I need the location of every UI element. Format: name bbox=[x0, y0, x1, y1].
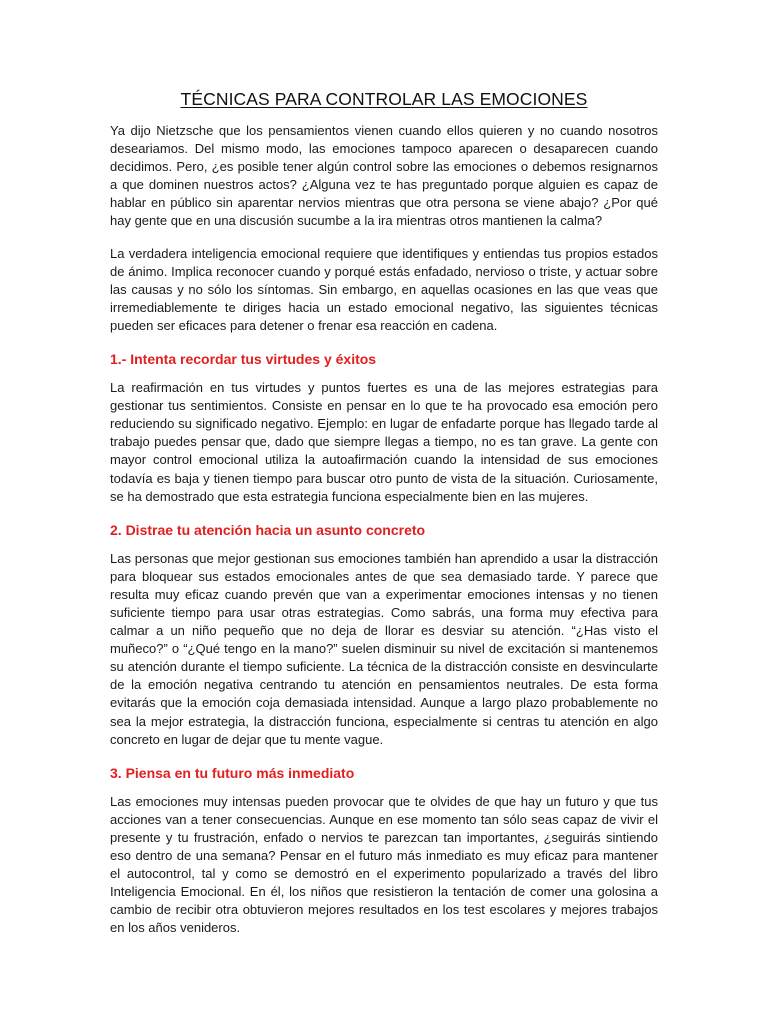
section-heading-1: 1.- Intenta recordar tus virtudes y éxitos bbox=[110, 351, 377, 368]
section-heading-2: 2. Distrae tu atención hacia un asunto concreto bbox=[110, 521, 426, 538]
intro-paragraph-1: Ya dijo Nietzsche que los pensamientos vienen cuando ellos quieren y no cuando nosotros deseariamos. Del mismo modo, las emociones tampoco aparecen o desaparecen cuando decidimos. Pero, ¿es posible tener algún control sobre las emociones o debemos resignarnos a que dominen nuestros actos? ¿Alguna vez te has preguntado porque alguien es capaz de hablar en público sin aparentar nervios mientras que otra persona se viene abajo? ¿Por qué hay gente que en una discusión sucumbe a la ira mientras otros mantienen la calma? bbox=[110, 123, 658, 229]
section-body-3: Las emociones muy intensas pueden provocar que te olvides de que hay un futuro y que tus acciones van a tener consecuencias. Aunque en ese momento tan sólo seas capaz de vivir el presente y tu frustración, enfado o nervios te parezcan tan importantes, ¿seguirás sintiendo eso dentro de una semana? Pensar en el futuro más inmediato es muy eficaz para mantener el autocontrol, tal y como se demostró en el experimento popularizado a través del libro Inteligencia Emocional. En él, los niños que resistieron la tentación de comer una golosina a cambio de recibir otra obtuvieron mejores resultados en los test escolares y mejores trabajos en los años venideros. bbox=[110, 793, 658, 936]
section-body-2: Las personas que mejor gestionan sus emociones también han aprendido a usar la distracción para bloquear sus estados emocionales antes de que sea demasiado tarde. Y parece que resulta muy eficaz cuando prevén que van a experimentar emociones intensas y no tienen suficiente tiempo para usar otras estrategias. Como sabrás, una forma muy efectiva para calmar a un niño pequeño que no deja de llorar es desviar su atención. “¿Has visto el muñeco?” o “¿Qué tengo en la mano?” suelen disminuir su nivel de excitación si mantenemos su atención durante el tiempo suficiente. La técnica de la distracción consiste en desvincularte de la emoción negativa centrando tu atención en pensamientos neutrales. De esta forma evitarás que la emoción coja demasiada intensidad. Aunque a largo plazo probablemente no sea la mejor estrategia, la distracción funciona, especialmente si centras tu atención en algo concreto en lugar de dejar que tu mente vague. bbox=[110, 550, 658, 747]
section-body-1: La reafirmación en tus virtudes y puntos fuertes es una de las mejores estrategias para gestionar tus sentimientos. Consiste en pensar en lo que te ha provocado esa emoción pero reduciendo su significado negativo. Ejemplo: en lugar de enfadarte porque has llegado tarde al trabajo puedes pensar que, dado que siempre llegas a tiempo, no es tan grave. La gente con mayor control emocional utiliza la autoafirmación cuando la intensidad de sus emociones todavía es baja y tienen tiempo para buscar otro punto de vista de la situación. Curiosamente, se ha demostrado que esta estrategia funciona especialmente bien en las mujeres. bbox=[110, 380, 658, 504]
intro-paragraph-2: La verdadera inteligencia emocional requiere que identifiques y entiendas tus propios estados de ánimo. Implica reconocer cuando y porqué estás enfadado, nervioso o triste, y actuar sobre las causas y no sólo los síntomas. Sin embargo, en aquellas ocasiones en las que veas que irremediablemente te diriges hacia un estado emocional negativo, las siguientes técnicas pueden ser eficaces para detener o frenar esa reacción en cadena. bbox=[110, 245, 658, 333]
document-title: TÉCNICAS PARA CONTROLAR LAS EMOCIONES bbox=[180, 89, 588, 109]
document-page bbox=[110, 88, 658, 951]
section-heading-3: 3. Piensa en tu futuro más inmediato bbox=[110, 764, 355, 781]
